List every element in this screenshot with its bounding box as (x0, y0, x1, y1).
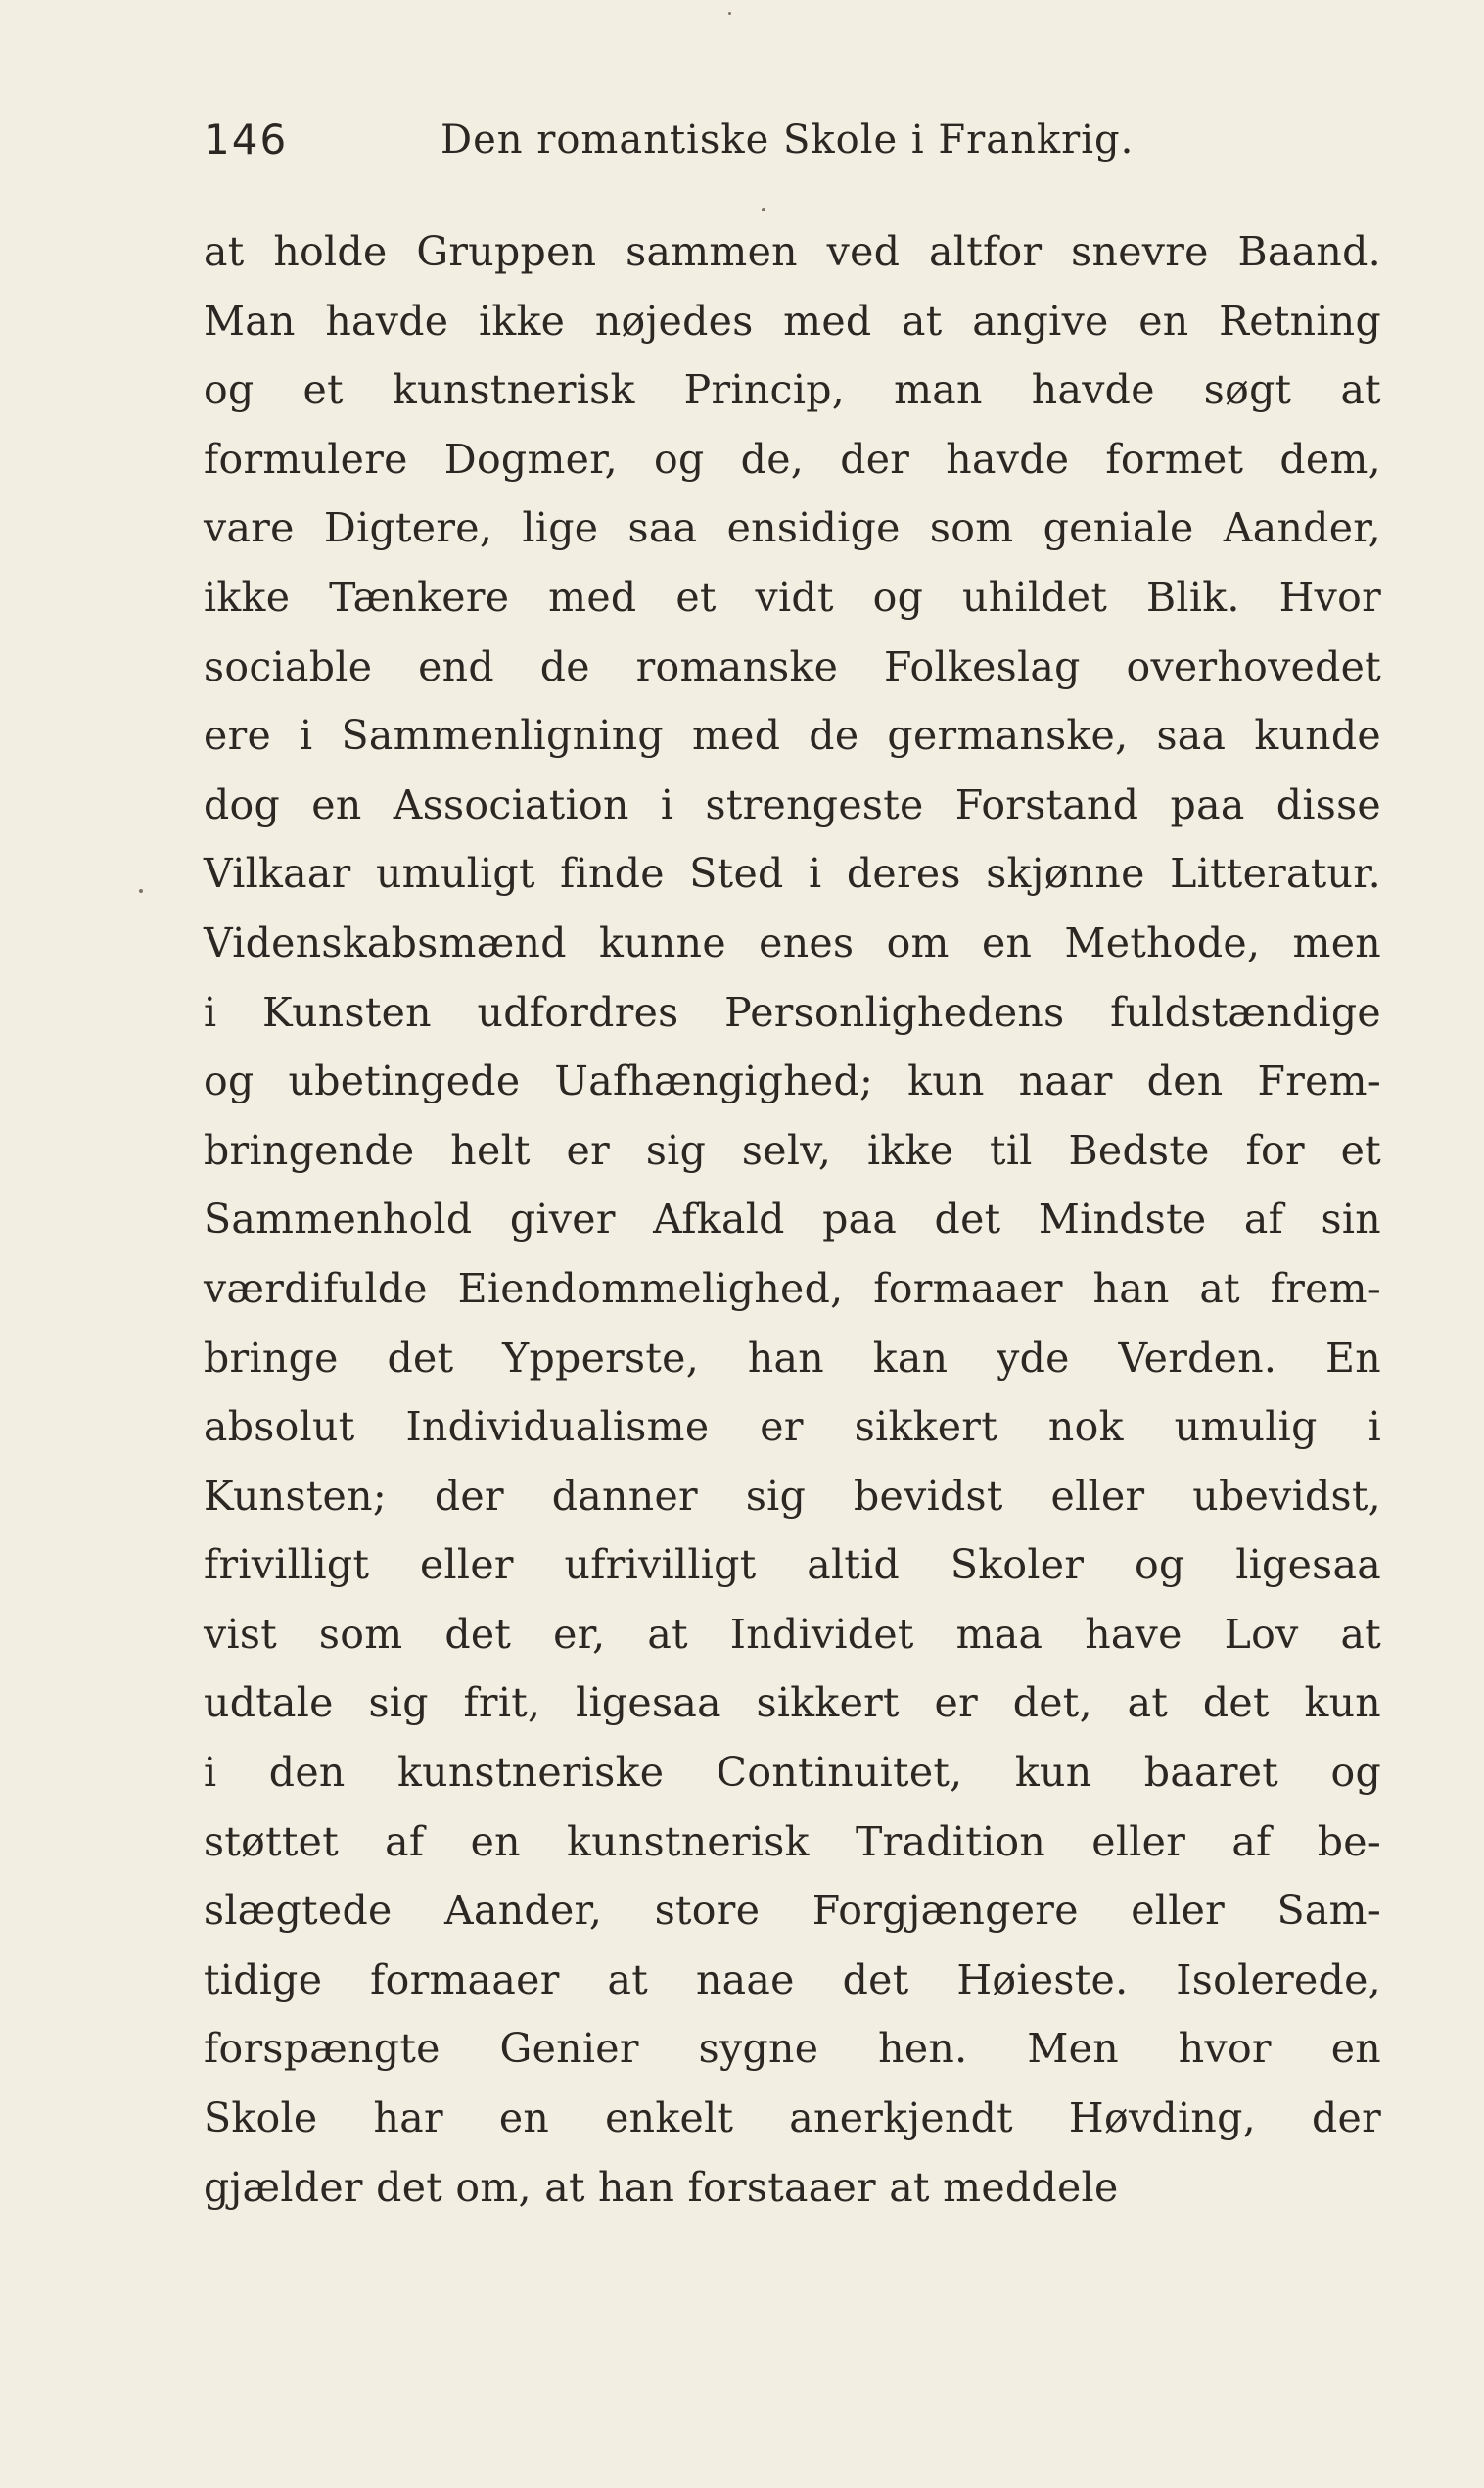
text-line: Sammenhold giver Afkald paa det Mindste af sin (204, 1196, 1381, 1244)
text-line: Skole har en enkelt anerkjendt Høvding, der (204, 2094, 1381, 2142)
text-line: tidige formaaer at naae det Høieste. Isolerede, (204, 1955, 1381, 2003)
text-line: sociable end de romanske Folkeslag overhovedet (204, 642, 1381, 690)
text-line: frivilligt eller ufrivilligt altid Skoler og ligesaa (204, 1541, 1381, 1589)
page-number: 146 (204, 116, 289, 164)
text-line: og ubetingede Uafhængighed; kun naar den Frem- (204, 1057, 1381, 1105)
text-line: bringe det Ypperste, han kan yde Verden. En (204, 1334, 1381, 1382)
running-title: Den romantiske Skole i Frankrig. (441, 117, 1135, 163)
paper-speck (762, 208, 765, 211)
text-line: støttet af en kunstnerisk Tradition eller af be- (204, 1817, 1381, 1865)
text-line: ikke Tænkere med et vidt og uhildet Blik. Hvor (204, 573, 1381, 621)
text-line: formulere Dogmer, og de, der havde formet dem, (204, 435, 1381, 483)
text-line: bringende helt er sig selv, ikke til Bedste for et (204, 1126, 1381, 1174)
text-line: absolut Individualisme er sikkert nok umulig i (204, 1403, 1381, 1451)
text-line: Man havde ikke nøjedes med at angive en Retning (204, 297, 1381, 345)
text-line: i den kunstneriske Continuitet, kun baaret og (204, 1749, 1381, 1797)
text-line: vare Digtere, lige saa ensidige som geniale Aander, (204, 504, 1381, 552)
text-line: i Kunsten udfordres Personlighedens fuldstændige (204, 988, 1381, 1036)
text-line: Kunsten; der danner sig bevidst eller ubevidst, (204, 1472, 1381, 1520)
text-line: vist som det er, at Individet maa have Lov at (204, 1610, 1381, 1658)
body-text (204, 217, 1381, 2222)
paper-speck (728, 12, 731, 15)
text-line: Videnskabsmænd kunne enes om en Methode, men (204, 918, 1381, 966)
text-line: og et kunstnerisk Princip, man havde søgt at (204, 366, 1381, 414)
text-line: udtale sig frit, ligesaa sikkert er det, at det kun (204, 1679, 1381, 1727)
text-line: at holde Gruppen sammen ved altfor snevre Baand. (204, 228, 1381, 275)
text-line: Vilkaar umuligt finde Sted i deres skjønne Litteratur. (204, 850, 1381, 898)
running-head (204, 106, 1378, 174)
text-line: dog en Association i strengeste Forstand paa disse (204, 780, 1381, 828)
text-line: slægtede Aander, store Forgjængere eller Sam- (204, 1887, 1381, 1935)
text-line: gjælder det om, at han forstaaer at meddele (204, 2163, 1119, 2211)
text-line: forspængte Genier sygne hen. Men hvor en (204, 2025, 1381, 2073)
paper-speck (139, 889, 143, 893)
text-line: ere i Sammenligning med de germanske, saa kunde (204, 712, 1381, 760)
text-line: værdifulde Eiendommelighed, formaaer han at frem- (204, 1264, 1381, 1312)
